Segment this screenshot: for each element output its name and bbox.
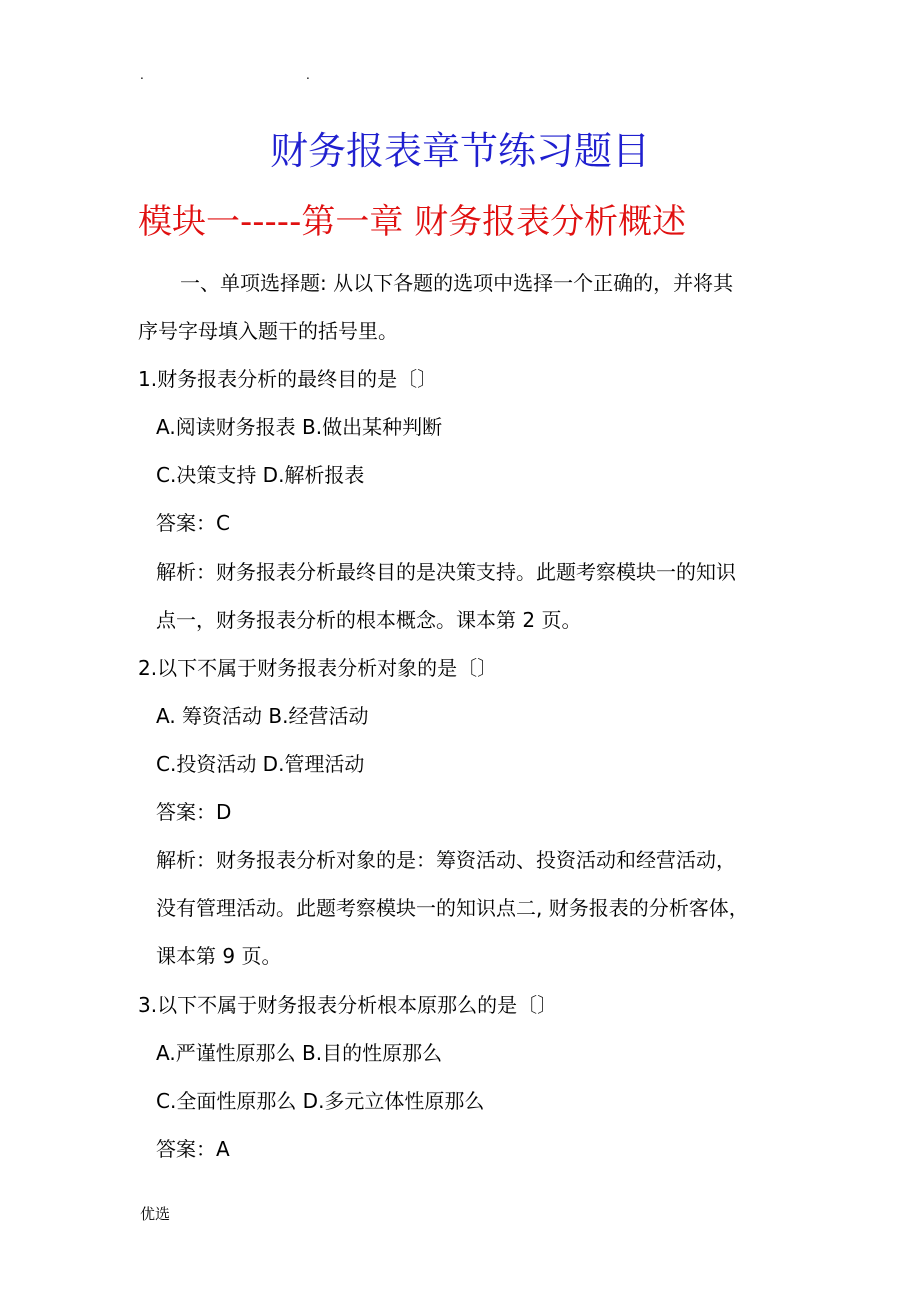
- question-1-answer: 答案：C: [156, 511, 230, 535]
- question-3-answer: 答案：A: [156, 1137, 230, 1161]
- section-instruction-line-1: 一、单项选择题: 从以下各题的选项中选择一个正确的，并将其: [180, 271, 734, 295]
- page-footer: 优选: [140, 1205, 171, 1223]
- question-1-options-ab: A.阅读财务报表 B.做出某种判断: [156, 415, 443, 439]
- document-title: 财务报表章节练习题目: [269, 129, 650, 173]
- question-1: 1.财务报表分析的最终目的是〔〕: [138, 367, 438, 391]
- question-3: 3.以下不属于财务报表分析根本原那么的是〔〕: [138, 993, 558, 1017]
- question-2-options-ab: A. 筹资活动 B.经营活动: [156, 704, 369, 728]
- question-2-options-cd: C.投资活动 D.管理活动: [156, 752, 365, 776]
- question-2-explanation-line-2: 没有管理活动。此题考察模块一的知识点二, 财务报表的分析客体，: [156, 896, 749, 920]
- question-2-explanation-line-1: 解析：财务报表分析对象的是：筹资活动、投资活动和经营活动，: [156, 848, 736, 872]
- question-2-answer: 答案：D: [156, 800, 232, 824]
- question-2-explanation-line-3: 课本第 9 页。: [156, 944, 282, 968]
- question-3-options-ab: A.严谨性原那么 B.目的性原那么: [156, 1041, 443, 1065]
- question-1-explanation-line-1: 解析：财务报表分析最终目的是决策支持。此题考察模块一的知识: [156, 560, 736, 584]
- question-3-options-cd: C.全面性原那么 D.多元立体性原那么: [156, 1089, 485, 1113]
- section-instruction-line-2: 序号字母填入题干的括号里。: [138, 319, 398, 343]
- question-2: 2.以下不属于财务报表分析对象的是〔〕: [138, 656, 498, 680]
- chapter-heading: 模块一-----第一章 财务报表分析概述: [138, 202, 687, 242]
- header-dot-left: .: [140, 68, 144, 82]
- header-dot-right: .: [306, 68, 310, 82]
- question-1-explanation-line-2: 点一，财务报表分析的根本概念。课本第 2 页。: [156, 608, 582, 632]
- question-1-options-cd: C.决策支持 D.解析报表: [156, 463, 365, 487]
